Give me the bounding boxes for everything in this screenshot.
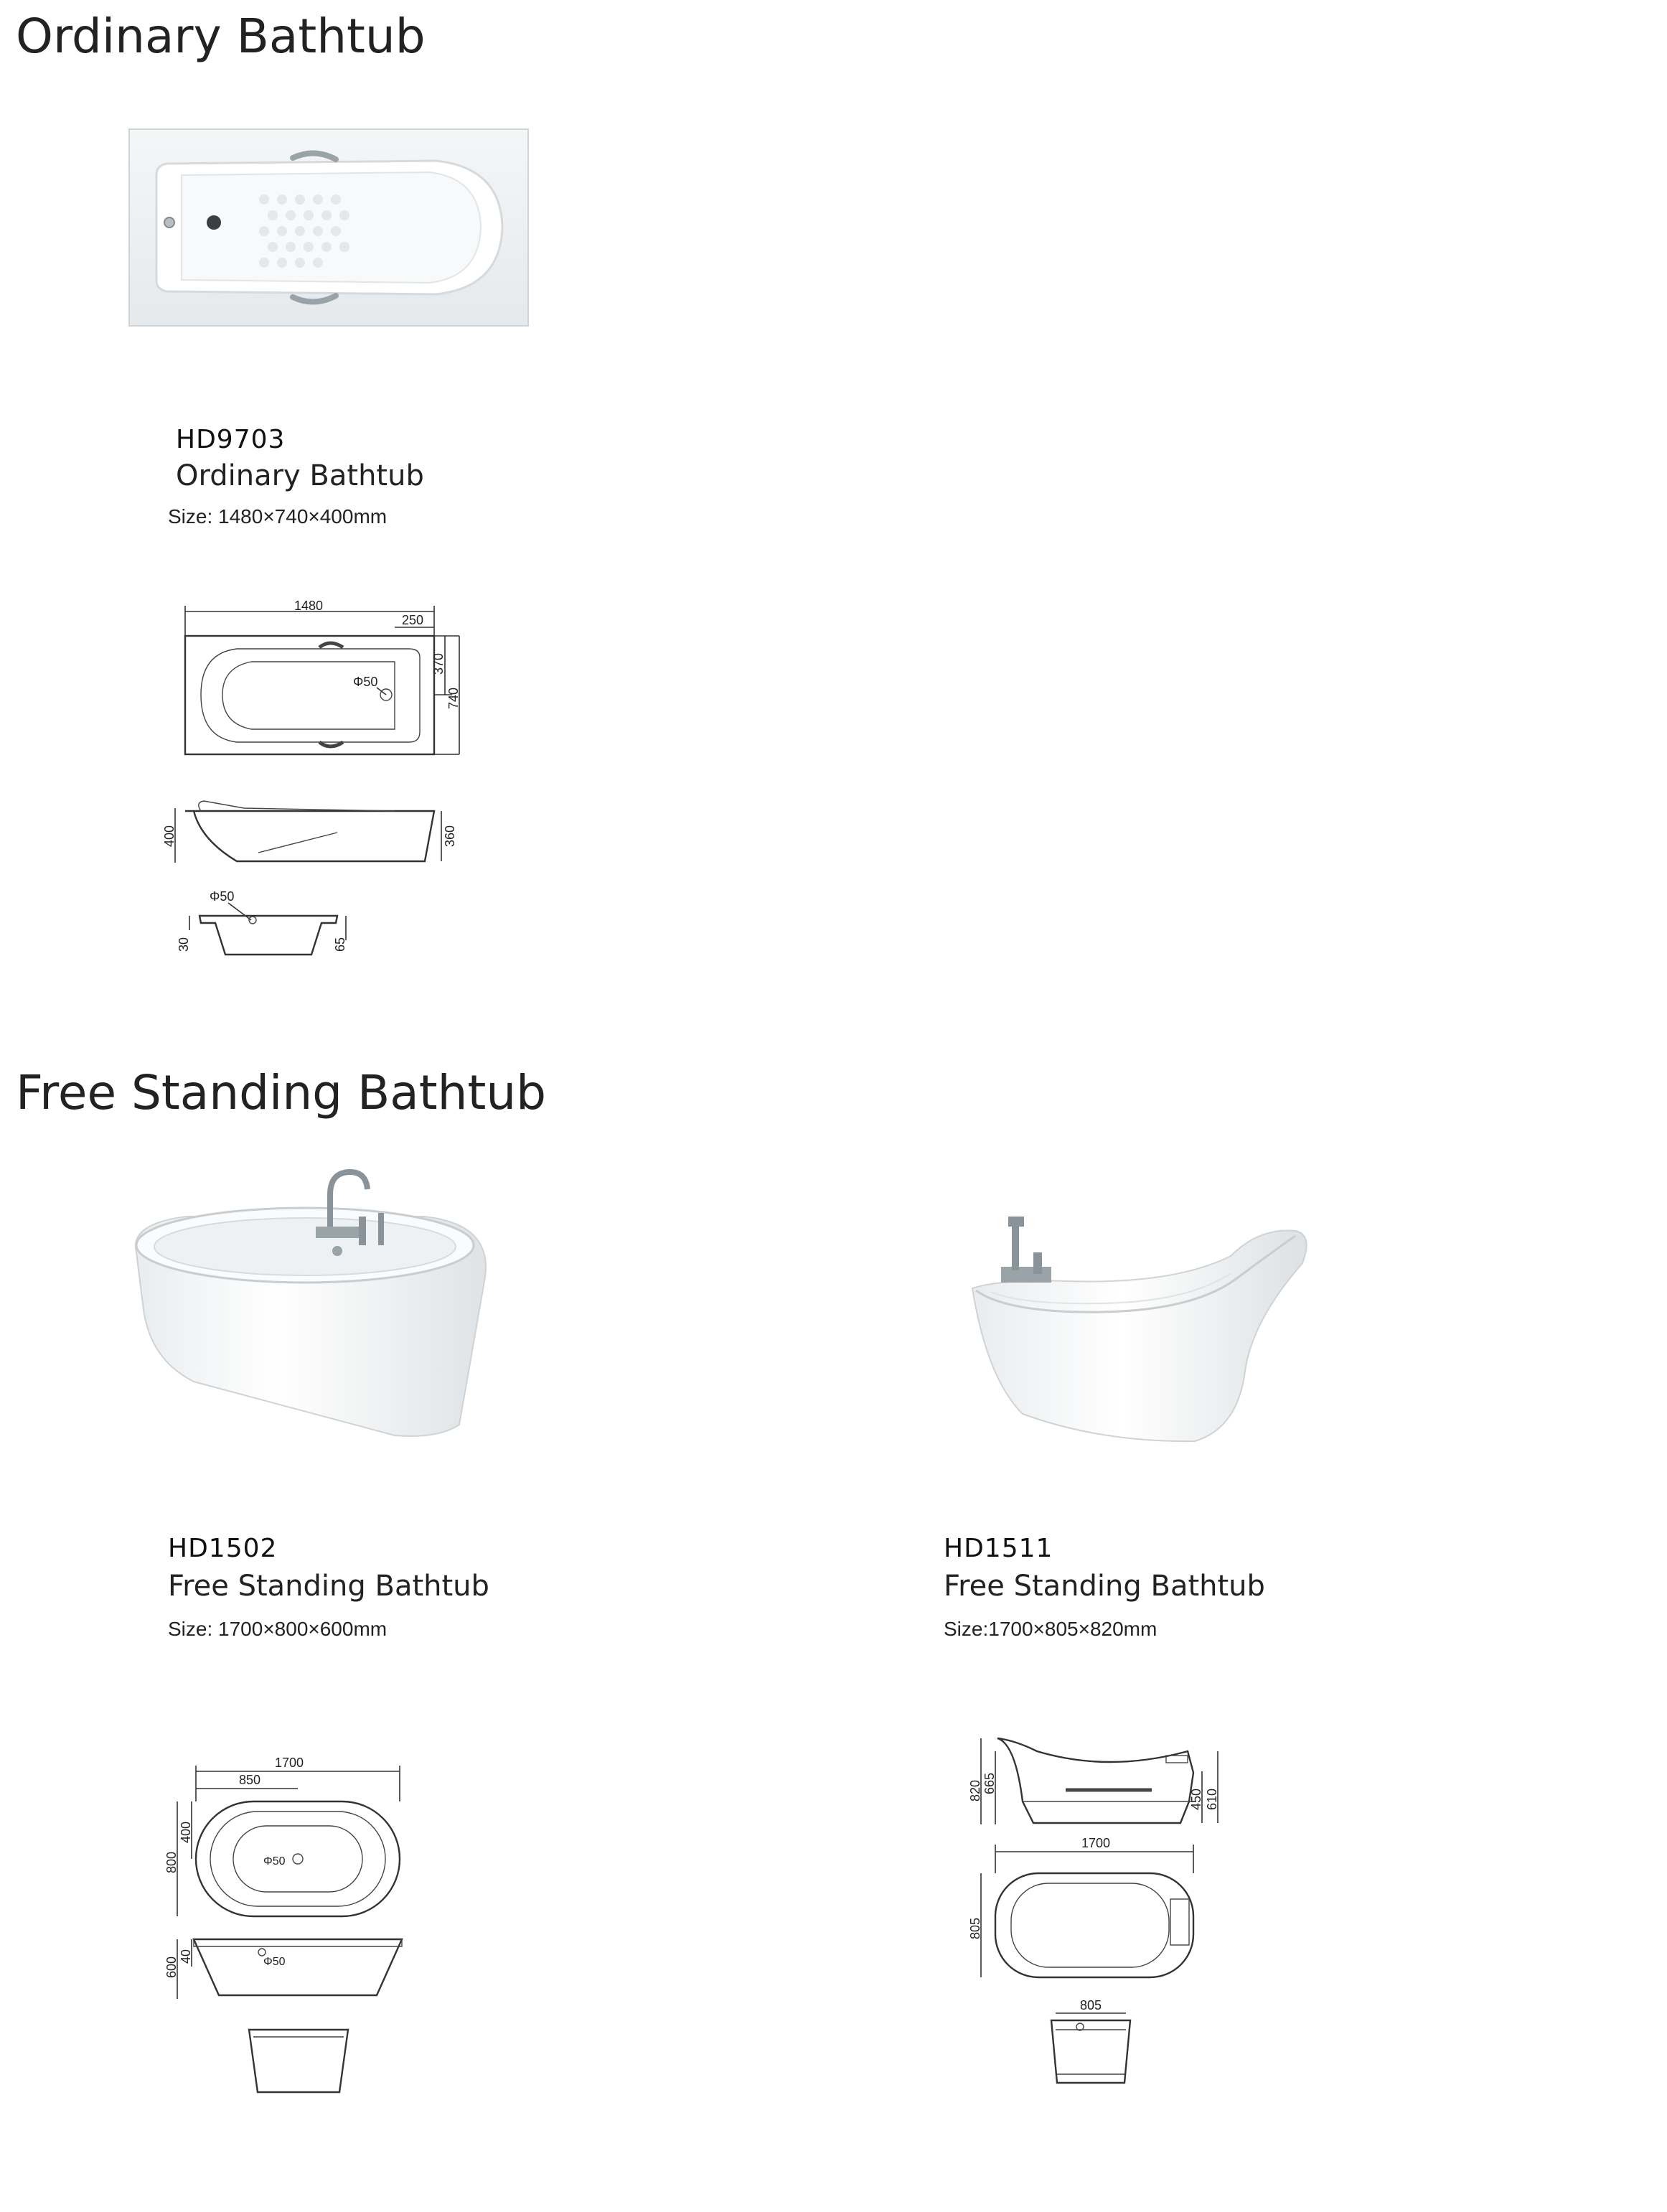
hd1511-product-photo bbox=[958, 1213, 1317, 1450]
hd9703-product-photo bbox=[128, 128, 530, 329]
hd1511-dim-side-height: 450 bbox=[1189, 1788, 1203, 1810]
hd1511-dim-width: 805 bbox=[968, 1917, 982, 1939]
hd1511-dim-length: 1700 bbox=[1081, 1836, 1111, 1850]
hd1502-dim-drain-side: Φ50 bbox=[263, 1956, 286, 1968]
hd1511-dim-inner-height: 665 bbox=[982, 1772, 997, 1794]
hd9703-dim-rim: 30 bbox=[177, 937, 191, 952]
hd1502-dim-half-width: 400 bbox=[179, 1821, 193, 1843]
hd1502-size: Size: 1700×800×600mm bbox=[168, 1618, 388, 1640]
hd1502-product-photo bbox=[122, 1166, 495, 1443]
hd1511-size: Size:1700×805×820mm bbox=[944, 1618, 1157, 1640]
hd1511-dim-side-total: 610 bbox=[1205, 1788, 1219, 1810]
hd1502-dim-height: 600 bbox=[164, 1956, 179, 1978]
hd9703-dim-width: 740 bbox=[446, 687, 461, 709]
hd1502-technical-drawing bbox=[161, 1751, 420, 2117]
hd1502-dim-half-length: 850 bbox=[239, 1773, 261, 1787]
hd1511-dim-height: 820 bbox=[968, 1779, 982, 1801]
hd9703-dim-drain-end: Φ50 bbox=[210, 889, 235, 904]
hd1511-technical-drawing bbox=[965, 1730, 1245, 2132]
hd9703-dim-height: 400 bbox=[162, 825, 177, 847]
hd9703-dim-length: 1480 bbox=[294, 599, 324, 613]
hd9703-name: Ordinary Bathtub bbox=[176, 459, 424, 492]
hd9703-dim-rim-right: 65 bbox=[333, 937, 347, 952]
hd1511-name: Free Standing Bathtub bbox=[944, 1570, 1265, 1603]
hd1502-dim-drain: Φ50 bbox=[263, 1855, 286, 1867]
hd9703-dim-drain: Φ50 bbox=[353, 675, 378, 689]
hd1502-dim-rim: 40 bbox=[179, 1949, 193, 1964]
hd9703-dim-half-width: 370 bbox=[431, 652, 446, 675]
hd1502-dim-width: 800 bbox=[164, 1851, 179, 1873]
hd1502-code: HD1502 bbox=[168, 1534, 278, 1563]
hd1511-dim-end-width: 805 bbox=[1080, 1998, 1102, 2012]
section-title-free-standing: Free Standing Bathtub bbox=[16, 1065, 547, 1120]
section-title-ordinary: Ordinary Bathtub bbox=[16, 9, 426, 64]
hd9703-size: Size: 1480×740×400mm bbox=[168, 505, 388, 528]
hd9703-dim-offset: 250 bbox=[402, 613, 424, 627]
hd9703-code: HD9703 bbox=[176, 425, 286, 454]
hd1502-dim-length: 1700 bbox=[275, 1756, 304, 1770]
hd9703-technical-drawing bbox=[158, 596, 488, 969]
hd1502-name: Free Standing Bathtub bbox=[168, 1570, 489, 1603]
hd1511-code: HD1511 bbox=[944, 1534, 1053, 1563]
hd9703-dim-inner-height: 360 bbox=[443, 825, 457, 847]
